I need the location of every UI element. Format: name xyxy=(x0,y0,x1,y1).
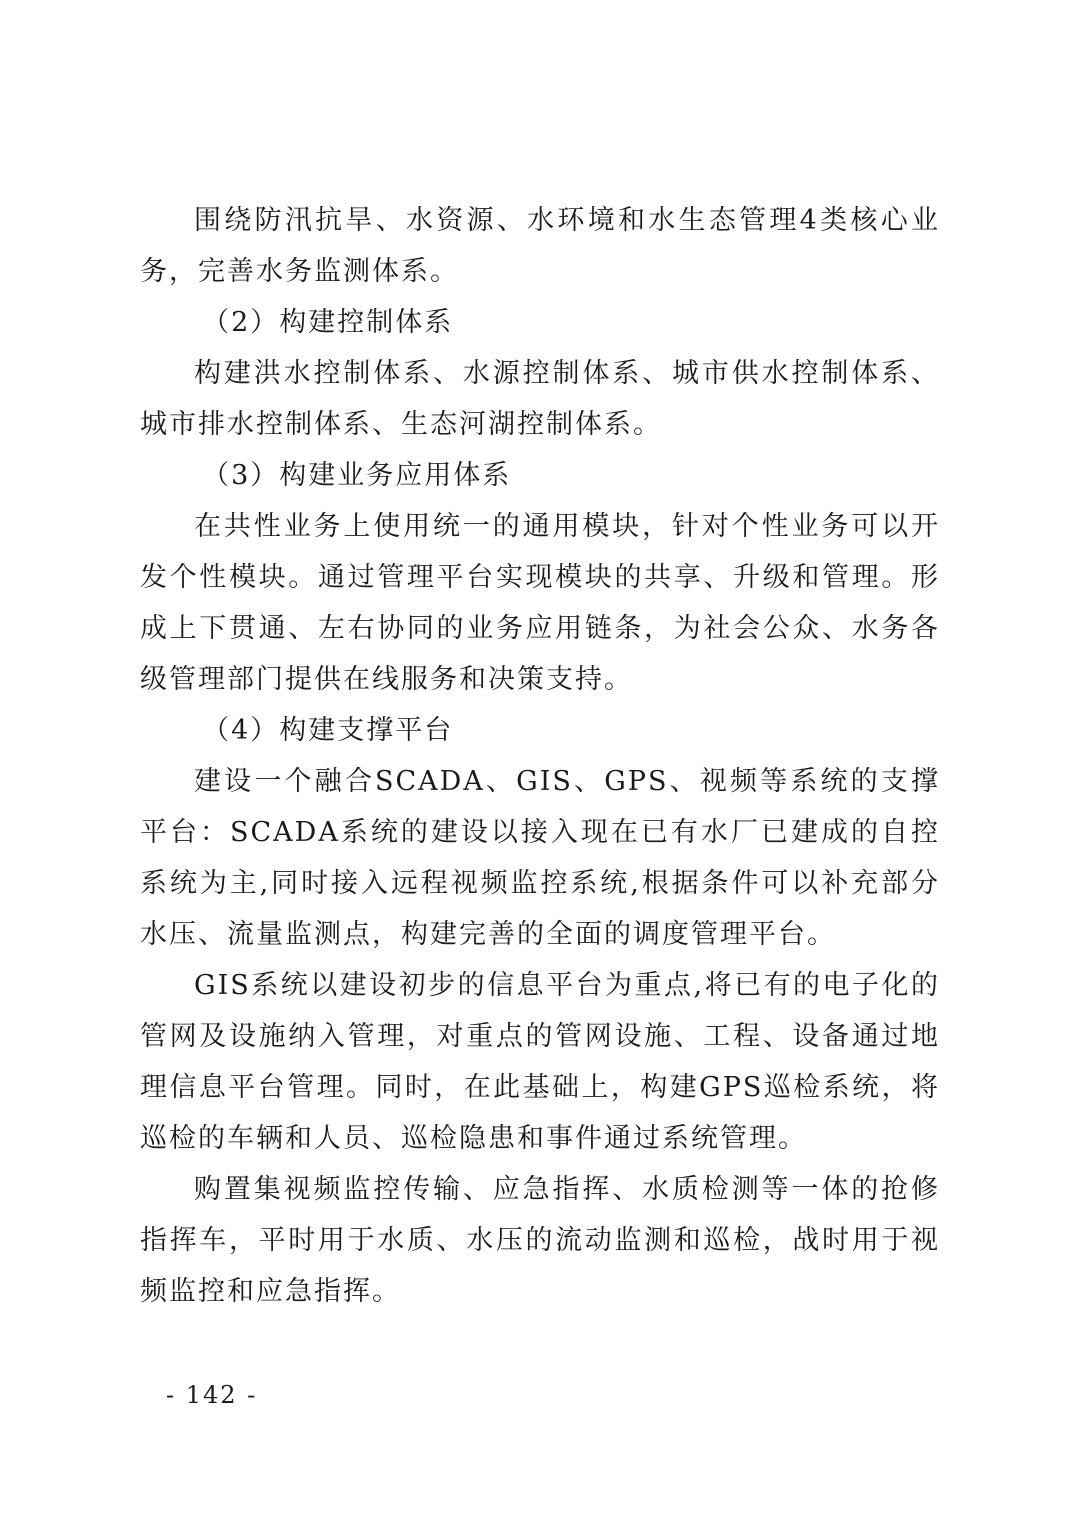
paragraph-support-platform: 建设一个融合SCADA、GIS、GPS、视频等系统的支撑平台：SCADA系统的建设以接入现在已有水厂已建成的自控系统为主,同时接入远程视频监控系统,根据条件可以补充部分水压、流量监测点，构建完善的全面的调度管理平台。 xyxy=(140,766,940,950)
document-body xyxy=(140,195,940,1317)
heading-business-application: （3）构建业务应用体系 xyxy=(202,460,512,491)
paragraph-command-vehicle: 购置集视频监控传输、应急指挥、水质检测等一体的抢修指挥车，平时用于水质、水压的流动监测和巡检，战时用于视频监控和应急指挥。 xyxy=(140,1174,940,1307)
page-number: - 142 - xyxy=(166,1381,258,1409)
paragraph-gis-system: GIS系统以建设初步的信息平台为重点,将已有的电子化的管网及设施纳入管理，对重点的管网设施、工程、设备通过地理信息平台管理。同时，在此基础上，构建GPS巡检系统，将巡检的车辆和人员、巡检隐患和事件通过系统管理。 xyxy=(140,970,940,1154)
paragraph-control-system: 构建洪水控制体系、水源控制体系、城市供水控制体系、城市排水控制体系、生态河湖控制体系。 xyxy=(140,358,940,440)
paragraph-monitoring-system: 围绕防汛抗旱、水资源、水环境和水生态管理4类核心业务，完善水务监测体系。 xyxy=(140,205,940,287)
heading-support-platform: （4）构建支撑平台 xyxy=(202,715,454,746)
paragraph-business-application: 在共性业务上使用统一的通用模块，针对个性业务可以开发个性模块。通过管理平台实现模块的共享、升级和管理。形成上下贯通、左右协同的业务应用链条，为社会公众、水务各级管理部门提供在线服务和决策支持。 xyxy=(140,511,940,695)
heading-control-system: （2）构建控制体系 xyxy=(202,307,454,338)
